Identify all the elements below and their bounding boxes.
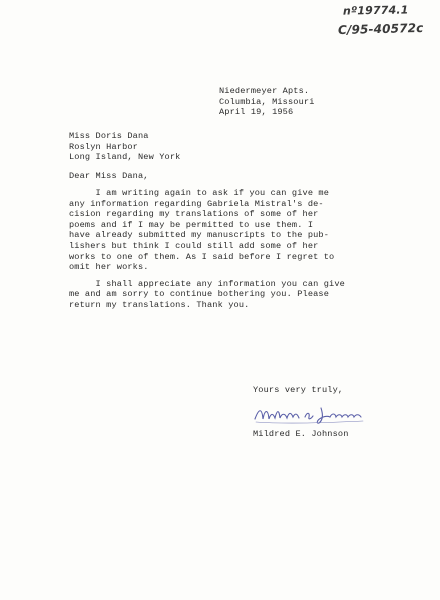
complimentary-closing: Yours very truly, <box>253 385 344 395</box>
handwritten-signature <box>253 404 373 426</box>
recipient-address-line: Roslyn Harbor <box>69 141 138 152</box>
return-address-line: Columbia, Missouri <box>219 96 315 107</box>
return-address <box>219 86 315 118</box>
salutation: Dear Miss Dana, <box>69 171 149 181</box>
letter-date: April 19, 1956 <box>219 107 294 118</box>
letter-body <box>69 188 369 317</box>
body-paragraph: I am writing again to ask if you can give me any information regarding Gabriela Mistral's de- cision regarding my translations of some of her poems and if I may be permitted to use them. I have already submitted my manuscripts to the pub- lishers but think I could still add some of her works to one of them. As I said before I regret to omit her works. <box>69 188 335 273</box>
body-paragraph: I shall appreciate any information you can give me and am sorry to continue bothering you. Please return my translations. Thank you. <box>69 278 345 310</box>
archive-reference-code: C/95-40572c <box>337 20 424 38</box>
recipient-address-line: Long Island, New York <box>69 152 181 163</box>
return-address-line: Niedermeyer Apts. <box>219 86 310 96</box>
recipient-name: Miss Doris Dana <box>69 131 149 141</box>
typed-signature-name: Mildred E. Johnson <box>253 429 349 439</box>
archive-reference-number: nº19774.1 <box>342 3 409 18</box>
recipient-address <box>69 131 180 163</box>
